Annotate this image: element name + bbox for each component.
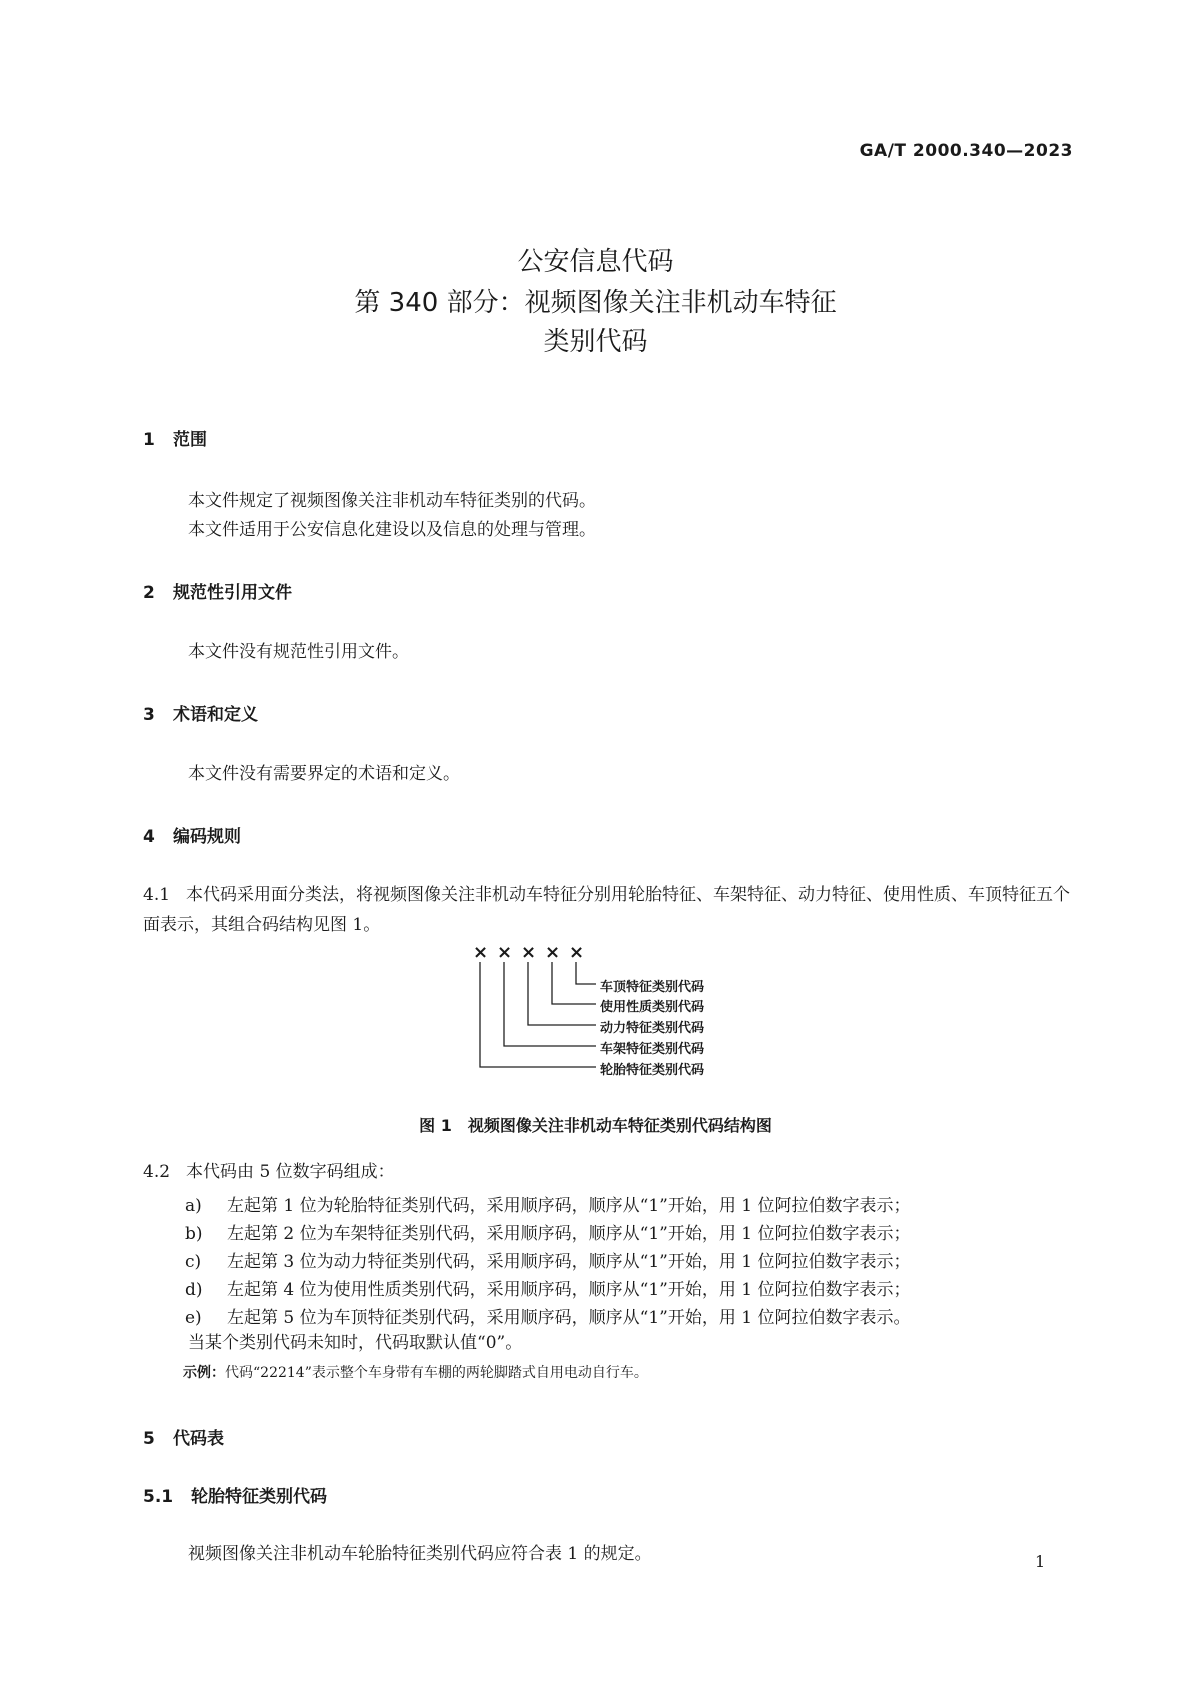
doc-title-line2: 第 340 部分：视频图像关注非机动车特征 [354,288,837,318]
paragraph: 视频图像关注非机动车轮胎特征类别代码应符合表 1 的规定。 [188,1544,652,1564]
section-title: 术语和定义 [173,705,258,725]
clause-number: 4.2 [143,1162,171,1182]
list-label: a) [185,1196,202,1216]
paragraph: 本文件没有需要界定的术语和定义。 [188,764,460,784]
section-number: 2 [143,583,155,603]
list-text: 左起第 3 位为动力特征类别代码，采用顺序码，顺序从“1”开始，用 1 位阿拉伯数字表示； [227,1252,911,1272]
paragraph: 本文件适用于公安信息化建设以及信息的处理与管理。 [188,520,596,540]
section-number: 4 [143,827,155,847]
diagram-label: 车顶特征类别代码 [600,980,705,995]
diagram-label: 车架特征类别代码 [600,1042,705,1057]
code-digit-mark: × [473,942,489,963]
section-5-heading [143,1424,224,1449]
clause-text: 本代码由 5 位数字码组成： [186,1162,395,1182]
diagram-label: 动力特征类别代码 [600,1021,705,1036]
section-number: 5 [143,1429,155,1449]
figure-1-caption: 图 1 视频图像关注非机动车特征类别代码结构图 [419,1116,772,1135]
standard-number: GA/T 2000.340—2023 [859,141,1073,161]
list-item [185,1247,910,1272]
section-title: 编码规则 [173,827,241,847]
code-digit-mark: × [497,942,513,963]
section-title: 范围 [173,430,207,450]
code-digit-mark: × [545,942,561,963]
example-label: 示例： [183,1365,225,1381]
code-digit-mark: × [569,942,585,963]
list-label: d) [185,1280,203,1300]
section-4-heading [143,822,241,847]
list-text: 左起第 1 位为轮胎特征类别代码，采用顺序码，顺序从“1”开始，用 1 位阿拉伯数字表示； [227,1196,911,1216]
diagram-label: 轮胎特征类别代码 [600,1063,705,1078]
clause-number: 4.1 [143,885,171,905]
list-label: b) [185,1224,203,1244]
list-item [185,1191,910,1216]
code-digit-mark: × [521,942,537,963]
list-text: 左起第 5 位为车顶特征类别代码，采用顺序码，顺序从“1”开始，用 1 位阿拉伯数字表示。 [227,1308,911,1328]
section-1-heading [143,425,207,450]
clause-4-1 [143,880,1071,940]
list-item [185,1275,910,1300]
section-2-heading [143,578,292,603]
section-number: 1 [143,430,155,450]
doc-title-line1: 公安信息代码 [517,247,674,277]
example-note [183,1362,648,1382]
list-item [185,1219,910,1244]
section-number: 3 [143,705,155,725]
list-text: 左起第 2 位为车架特征类别代码，采用顺序码，顺序从“1”开始，用 1 位阿拉伯数字表示； [227,1224,911,1244]
doc-title-line3: 类别代码 [543,327,648,357]
clause-5-1-heading [143,1482,327,1507]
list-label: c) [185,1252,202,1272]
list-label: e) [185,1308,202,1328]
section-3-heading [143,700,258,725]
figure-1-diagram [470,942,750,1080]
clause-4-2 [143,1157,1071,1187]
example-text: 代码“22214”表示整个车身带有车棚的两轮脚踏式自用电动自行车。 [225,1365,648,1381]
clause-title: 轮胎特征类别代码 [191,1487,327,1507]
clause-number: 5.1 [143,1487,174,1507]
paragraph: 本文件没有规范性引用文件。 [188,642,409,662]
section-title: 代码表 [173,1429,224,1449]
default-value-note: 当某个类别代码未知时，代码取默认值“0”。 [188,1333,523,1353]
list-text: 左起第 4 位为使用性质类别代码，采用顺序码，顺序从“1”开始，用 1 位阿拉伯数字表示； [227,1280,911,1300]
list-item [185,1303,910,1328]
diagram-label: 使用性质类别代码 [600,1000,705,1015]
page-number: 1 [1035,1552,1046,1571]
section-title: 规范性引用文件 [173,583,292,603]
paragraph: 本文件规定了视频图像关注非机动车特征类别的代码。 [188,491,596,511]
clause-text: 本代码采用面分类法，将视频图像关注非机动车特征分别用轮胎特征、车架特征、动力特征、使用性质、车顶特征五个面表示，其组合码结构见图 1。 [143,885,1071,935]
